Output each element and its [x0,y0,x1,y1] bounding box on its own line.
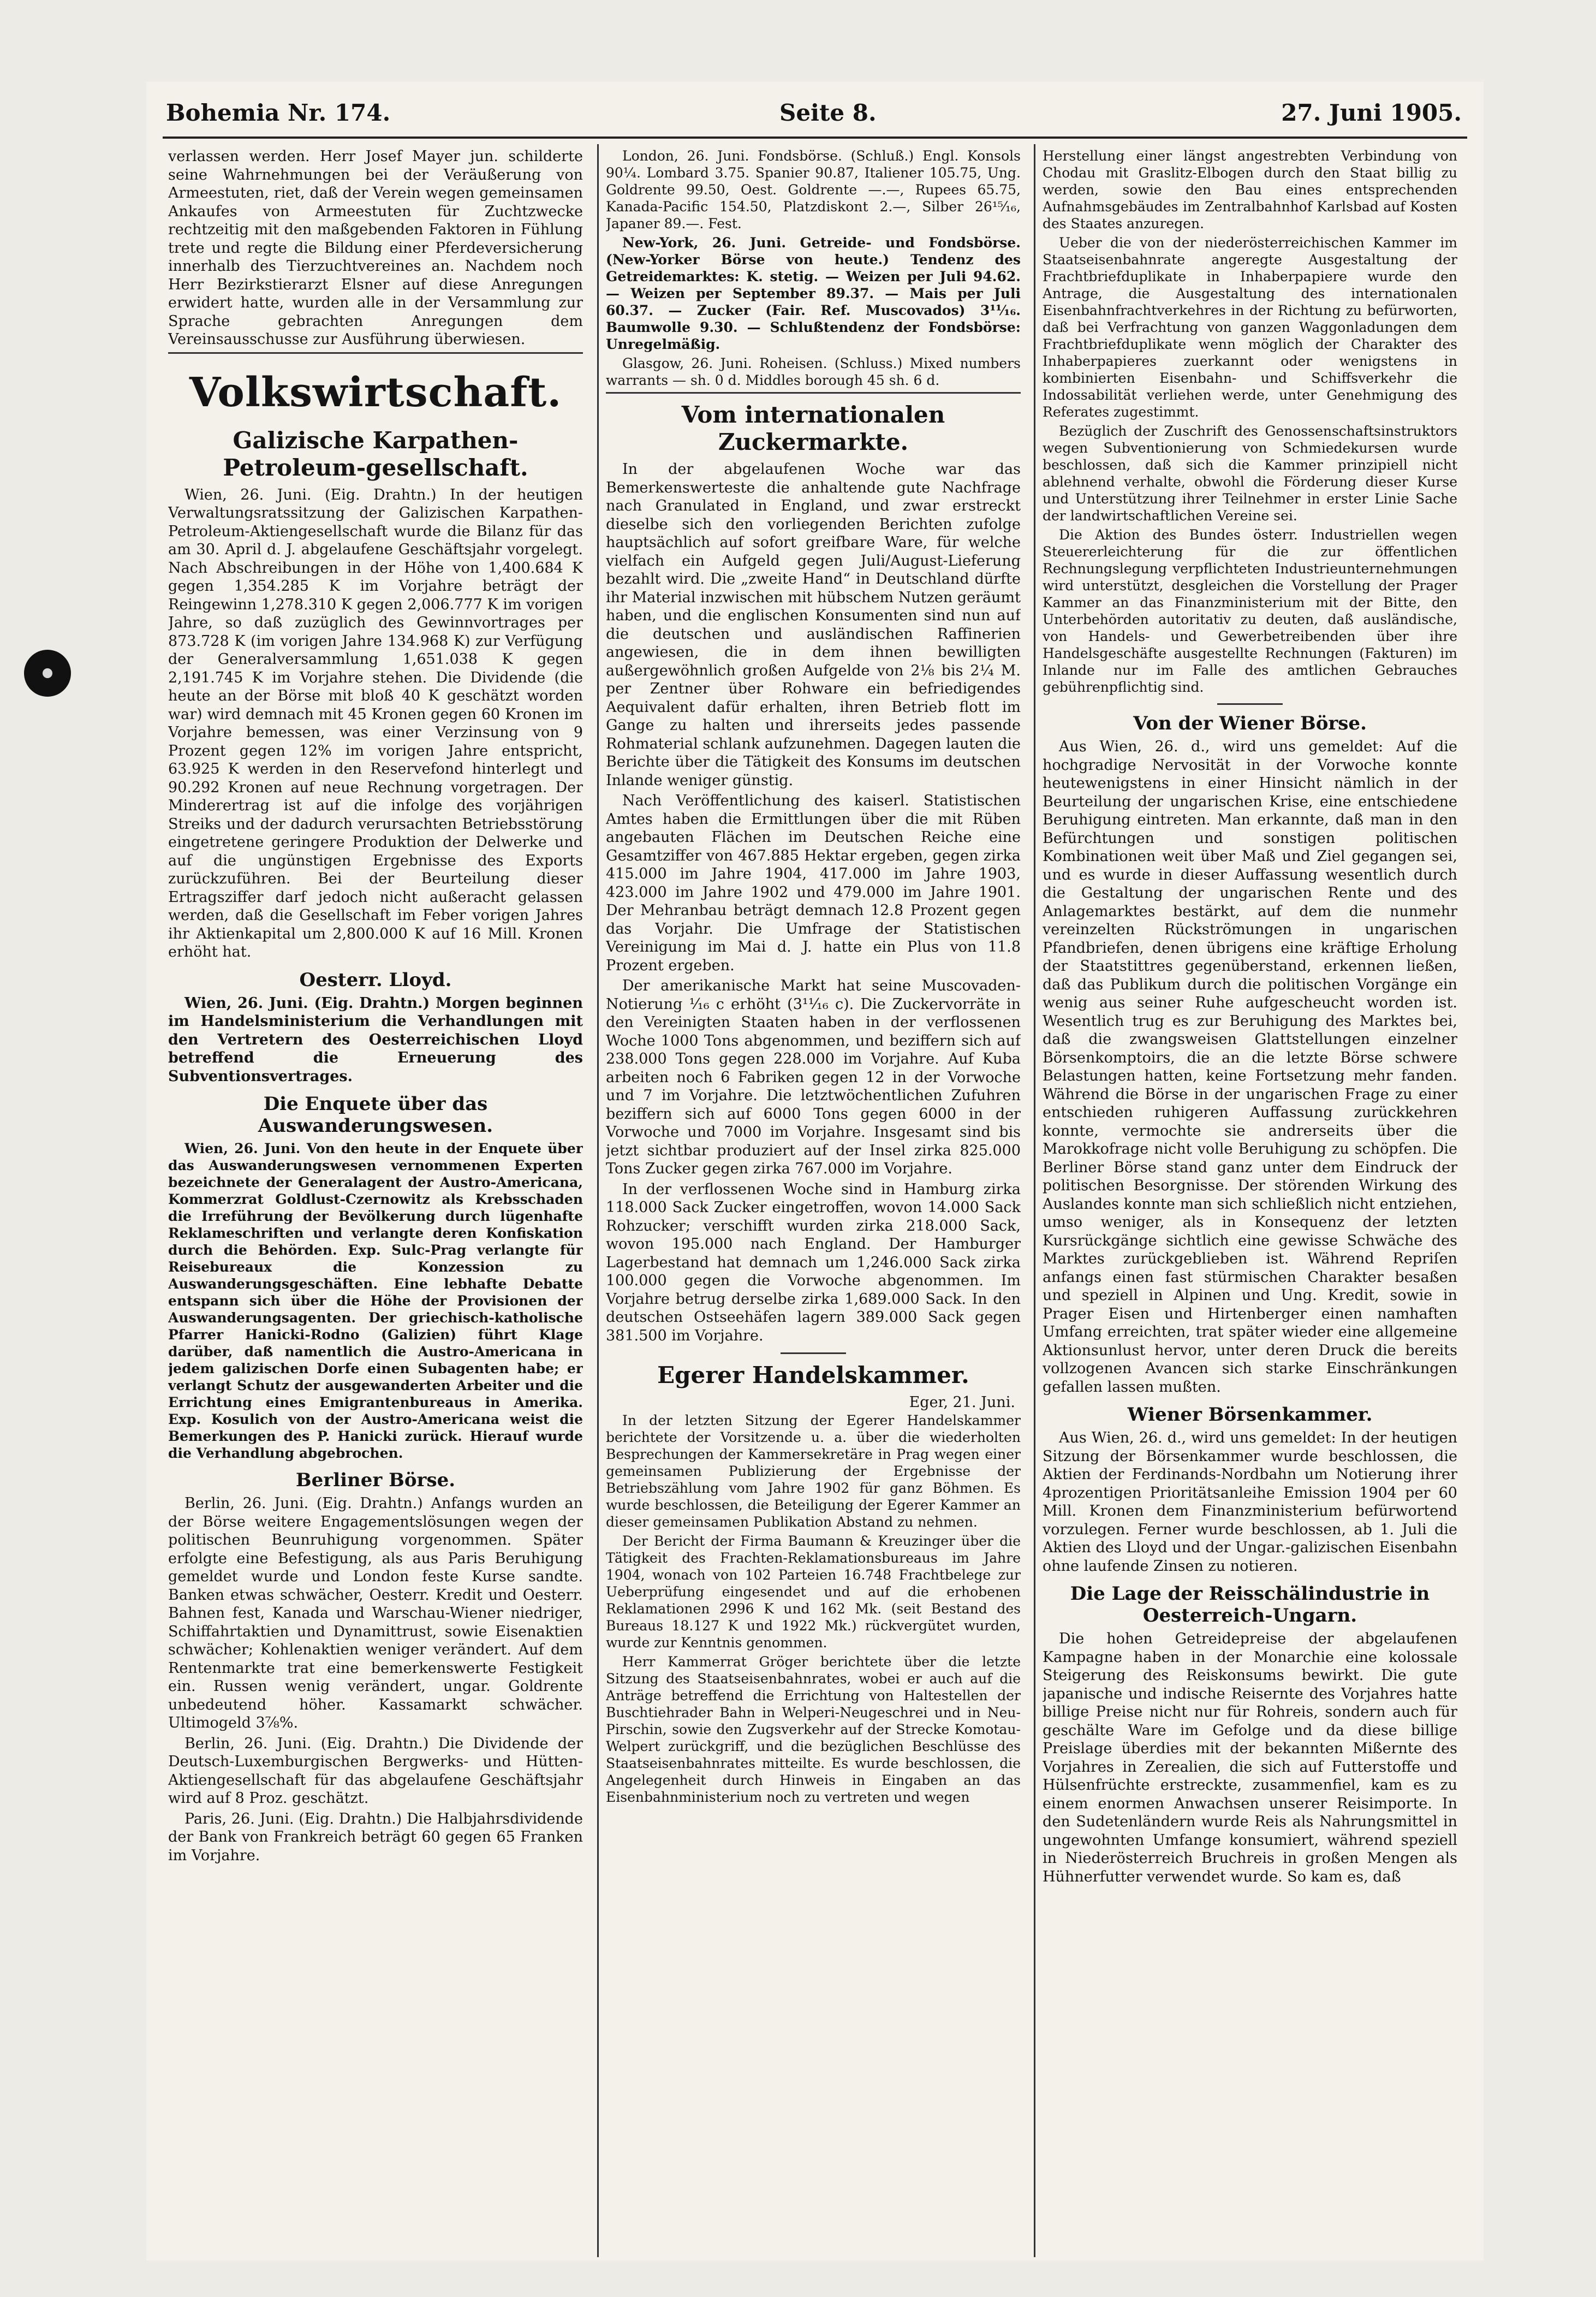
page-header [146,94,1484,132]
zucker-paragraph-3: Der amerikanische Markt hat seine Muscovaden-Notierung ¹⁄₁₆ c erhöht (3¹¹⁄₁₆ c). Die Zuckervorräte in den Vereinigten Staaten haben in der verflossenen Woche 1000 Tons abgenommen, und beziffern sich auf 238.000 Tons gegen 228.000 im Vorjahre. Auf Kuba arbeiten noch 6 Fabriken gegen 12 in der Vorwoche und 7 im Vorjahre. Die letztwöchentlichen Zufuhren beziffern sich auf 6000 Tons gegen 6000 in der Vorwoche und 7000 im Vorjahre. Insgesamt sind bis jetzt sichtbar produziert auf der Insel zirka 825.000 Tons Zucker gegen zirka 767.000 im Vorjahre. [606,977,1021,1177]
short-rule [1217,703,1283,705]
col3-paragraph-3: Bezüglich der Zuschrift des Genossenschaftsinstruktors wegen Subventionierung von Schmiedekursen wurde beschlossen, daß sich die Kammer prinzipiell nicht ablehnend verhalte, obwohl die Förderung dieser Kurse und Unterstützung ihrer Teilnehmer in erster Linie Sache der landwirtschaftlichen Vereine sei. [1043,423,1457,524]
newyork-report: New-York, 26. Juni. Getreide- und Fondsbörse. (New-Yorker Börse von heute.) Tendenz des Getreidemarktes: K. stetig. — Weizen per Juli 94.62. — Weizen per September 89.37. — Mais per Juli 60.37. — Zucker (Fair. Ref. Muscovados) 3¹¹⁄₁₆. Baumwolle 9.30. — Schlußtendenz der Fondsbörse: Unregelmäßig. [606,235,1021,352]
header-left: Bohemia Nr. 174. [166,99,391,126]
intro-paragraph: verlassen werden. Herr Josef Mayer jun. schilderte seine Wahrnehmungen bei der Veräußerung von Armeestuten, riet, daß der Verein wegen gemeinsamen Ankaufes von Armeestuten für Zuchtzwecke rechtzeitig mit den maßgebenden Faktoren in Fühlung trete und regte die Bildung einer Pferdeversicherung innerhalb des Tierzuchtvereines an. Nachdem noch Herr Bezirkstierarzt Elsner auf diese Anregungen erwidert hatte, wurden alle in der Versammlung zur Sprache gebrachten Anregungen dem Vereinsausschusse zur Ausführung überwiesen. [168,148,583,348]
column-3 [1043,147,1457,2255]
article-text-lloyd: Wien, 26. Juni. (Eig. Drahtn.) Morgen beginnen im Handelsministerium die Verhandlungen mit den Vertretern des Oesterreichischen Lloyd betreffend die Erneuerung des Subventionsvertrages. [168,994,583,1085]
article-title-enquete: Die Enquete über das Auswanderungswesen. [258,1093,493,1137]
eger-paragraph-1: In der letzten Sitzung der Egerer Handelskammer berichtete der Vorsitzende u. a. über die wiederholten Besprechungen der Kammersekretäre in Prag wegen einer gemeinsamen Publizierung der Ergebnisse der Betriebszählung vom Jahre 1902 für ganz Böhmen. Es wurde beschlossen, die Beteiligung der Egerer Kammer an dieser gemeinsamen Publikation Abstand zu nehmen. [606,1412,1021,1530]
column-1 [168,147,583,2255]
article-title-lloyd: Oesterr. Lloyd. [299,969,452,991]
article-title-reisschaelindustrie: Die Lage der Reisschälindustrie in Oesterreich-Ungarn. [1070,1583,1430,1627]
eger-paragraph-2: Der Bericht der Firma Baumann & Kreuzinger über die Tätigkeit des Frachten-Reklamationsbureaus im Jahre 1904, wonach von 102 Parteien 16.748 Frachtbelege zur Ueberprüfung eingesendet und auf die erhobenen Reklamationen 2996 K und 162 Mk. (seit Bestand des Bureaus 18.127 K und 1922 Mk.) rückvergütet wurden, wurde zur Kenntnis genommen. [606,1533,1021,1651]
col3-paragraph-4: Die Aktion des Bundes österr. Industriellen wegen Steuererleichterung für die zur öffentlichen Rechnungslegung verpflichteten Industrieunternehmungen wird unterstützt, desgleichen die Vorstellung der Prager Kammer an das Finanzministerium mit der Bitte, den Unterbehörden autoritativ zu deuten, daß ausländische, von Handels- und Gewerbetreibenden über ihre Handelsgeschäfte ausgestellte Rechnungen (Fakturen) im Inlande nur im Falle des amtlichen Gebrauches gebührenpflichtig sind. [1043,527,1457,695]
header-rule [163,136,1467,139]
divider-rule [606,392,1021,394]
article-title-wiener-boerse: Von der Wiener Börse. [1133,713,1367,734]
glasgow-report: Glasgow, 26. Juni. Roheisen. (Schluss.) Mixed numbers warrants — sh. 0 d. Middles borough 45 sh. 6 d. [606,355,1021,388]
zucker-paragraph-4: In der verflossenen Woche sind in Hamburg zirka 118.000 Sack Zucker eingetroffen, wovon 14.000 Sack Rohzucker; verschifft wurden zirka 218.000 Sack, wovon 195.000 nach England. Der Hamburger Lagerbestand hat demnach um 1,246.000 Sack zirka 100.000 gegen die Vorwoche abgenommen. Im Vorjahre betrug derselbe zirka 1,689.000 Sack. In den deutschen Ostseehäfen lagern 389.000 Sack gegen 381.500 im Vorjahre. [606,1180,1021,1344]
column-2 [606,147,1021,2255]
newspaper-page [146,82,1484,2260]
london-report: London, 26. Juni. Fondsbörse. (Schluß.) Engl. Konsols 90¼. Lombard 3.75. Spanier 90.87, Italiener 105.75, Ung. Goldrente 99.50, Oest. Goldrente —.—, Rupees 65.75, Kanada-Pacific 154.50, Platzdiskont 2.—, Silber 26¹⁵⁄₁₆, Japaner 89.—. Fest. [606,148,1021,232]
article-text-enquete: Wien, 26. Juni. Von den heute in der Enquete über das Auswanderungswesen vernommenen Experten bezeichnete der Generalagent der Austro-Americana, Kommerzrat Goldlust-Czernowitz als Krebsschaden die Irreführung der Bevölkerung durch lügenhafte Reklameschriften und verlangte deren Konfiskation durch die Behörden. Exp. Sulc-Prag verlangte für Reisebureaux die Konzession zu Auswanderungsgeschäften. Eine lebhafte Debatte entspann sich über die Höhe der Provisionen der Auswanderungsagenten. Der griechisch-katholische Pfarrer Hanicki-Rodno (Galizien) führt Klage darüber, daß namentlich die Austro-Americana in jedem galizischen Dorfe einen Subagenten habe; er verlangt Schutz der ausgewanderten Arbeiter und die Errichtung eines Emigrantenbureaus in Amerika. Exp. Kosulich von der Austro-Americana weist die Bemerkungen des P. Hanicki zurück. Hierauf wurde die Verhandlung abgebrochen. [168,1141,583,1461]
zucker-paragraph-2: Nach Veröffentlichung des kaiserl. Statistischen Amtes haben die Ermittlungen über die mit Rüben angebauten Flächen im Deutschen Reiche eine Gesamtziffer von 467.885 Hektar ergeben, gegen zirka 415.000 im Jahre 1904, 417.000 im Jahre 1903, 423.000 im Jahre 1902 und 479.000 im Jahre 1901. Der Mehranbau beträgt demnach 12.8 Prozent gegen das Vorjahr. Die Umfrage der Statistischen Vereinigung im Mai d. J. hatte ein Plus von 11.8 Prozent ergeben. [606,792,1021,974]
punch-hole [24,650,71,697]
column-divider-1 [597,144,599,2257]
boersenkammer-text: Aus Wien, 26. d., wird uns gemeldet: In der heutigen Sitzung der Börsenkammer wurde beschlossen, die Aktien der Ferdinands-Nordbahn um Notierung ihrer 4prozentigen Prioritätsanleihe Emission 1904 per 60 Mill. Kronen dem Finanzministerium befürwortend vorzulegen. Ferner wurde beschlossen, ab 1. Juli die Aktien des Lloyd und der Ungar.-galizischen Eisenbahn ohne laufende Zinsen zu notieren. [1043,1429,1457,1575]
article-title-handelskammer: Egerer Handelskammer. [657,1362,969,1388]
col3-paragraph-1: Herstellung einer längst angestrebten Verbindung von Chodau mit Graslitz-Elbogen durch den Staat billig zu werden, sowie den Bau eines entsprechenden Aufnahmsgebäudes im Zentralbahnhof Karlsbad auf Kosten des Staates anzuregen. [1043,148,1457,232]
column-divider-2 [1034,144,1035,2257]
header-right: 27. Juni 1905. [1281,99,1462,126]
header-center: Seite 8. [779,99,877,126]
eger-paragraph-3: Herr Kammerrat Gröger berichtete über die letzte Sitzung des Staatseisenbahnrates, wobei er auch auf die Anträge betreffend die Errichtung von Haltestellen der Buschtiehrader Bahn in Welperi-Neugeschrei und in Neu-Pirschin, sowie den Zugsverkehr auf der Strecke Komotau-Welpert zurückgriff, und die bezüglichen Beschlüsse des Staatseisenbahnrates mitteilte. Es wurde beschlossen, die Angelegenheit durch Hinweis in Eingaben an das Eisenbahnministerium noch zu vertreten und wegen [606,1653,1021,1805]
article-title-petroleum: Galizische Karpathen-Petroleum-gesellschaft. [223,426,528,481]
reisschaelindustrie-text: Die hohen Getreidepreise der abgelaufenen Kampagne haben in der Monarchie eine kolossale Steigerung des Reiskonsums bewirkt. Die gute japanische und indische Reisernte des Vorjahres hatte billige Preise nicht nur für Rohreis, sondern auch für geschälte Ware im Gefolge und da diese billige Preislage überdies mit der bekannten Mißernte des Vorjahres in Zerealien, die sich auf Futterstoffe und Hülsenfrüchte erstreckte, zusammenfiel, kam es zu einem enormen Anwachsen unserer Reisimporte. In den Sudetenländern wurde Reis als Nahrungsmittel in ungewohnten Umfange konsumiert, während speziell in Niederösterreich Bruchreis in großen Mengen als Hühnerfutter verwendet wurde. So kam es, daß [1043,1630,1457,1885]
article-title-zuckermarkt: Vom internationalen Zuckermarkte. [681,401,945,455]
eger-dateline: Eger, 21. Juni. [909,1394,1015,1411]
wiener-boerse-text: Aus Wien, 26. d., wird uns gemeldet: Auf die hochgradige Nervosität in der Vorwoche konnte heutewenigstens in einer Hinsicht nämlich in der Beurteilung der ungarischen Krise, eine entschiedene Beruhigung eintreten. Man erkannte, daß man in den Befürchtungen und sonstigen politischen Kombinationen weit über Maß und Ziel gegangen sei, und es wurde in dieser Auffassung wesentlich durch die Gestaltung der ungarischen Rente und des Anlagemarktes bestärkt, auf dem die nunmehr vereinzelten Rückströmungen in ungarischen Pfandbriefen, denen übrigens eine kräftige Erholung der Staatstittres gegenüberstand, erkennen ließen, daß das Publikum durch die politischen Vorgänge ein wenig aus seiner Ruhe aufgescheucht worden ist. Wesentlich trug es zur Beruhigung des Marktes bei, daß die zwangsweisen Glattstellungen einzelner Börsenkomptoirs, die an die letzte Börse schwere Belastungen hatten, keine Fortsetzung mehr fanden. Während die Börse in der ungarischen Frage zu einer entschieden ruhigeren Auffassung zurückkehren konnte, vermochte sie andrerseits über die Marokkofrage nicht volle Beruhigung zu schöpfen. Die Berliner Börse stand ganz unter dem Eindruck der politischen Besorgnisse. Der störenden Wirkung des Auslandes konnte man sich schließlich nicht entziehen, umso weniger, als in Konsequenz der letzten Kursrückgänge sichtlich eine gewisse Schwäche des Marktes zurückgeblieben ist. Während Repriſen anfangs einen fast stürmischen Charakter besaßen und speziell in Alpinen und Ung. Kredit, sowie in Prager Eisen und Hirtenberger einen namhaften Umfang erreichten, trat später wieder eine allgemeine Aktionsunlust hervor, unter deren Druck die bereits vollzogenen Avancen sich starke Einschränkungen gefallen lassen mußten. [1043,738,1457,1396]
col3-paragraph-2: Ueber die von der niederösterreichischen Kammer im Staatseisenbahnrate angeregte Ausgestaltung der Frachtbriefduplikate in Inhaberpapiere wurde den Antrage, die Ausgestaltung des internationalen Eisenbahnfrachtverkehres in der Richtung zu befürworten, daß bei Verfrachtung von ganzen Waggonladungen dem Frachtbriefduplikate wenn möglich der Charakter des Inhaberpapieres zuerkannt oder wenigstens in kombinierten Eisenbahn- und Schiffsverkehr die Indossabilität verliehen werde, unter Genehmigung des Referates zugestimmt. [1043,235,1457,420]
short-rule [781,1352,846,1354]
article-title-berliner-boerse: Berliner Börse. [295,1469,456,1491]
article-text-berliner-boerse: Berlin, 26. Juni. (Eig. Drahtn.) Anfangs wurden an der Börse weitere Engagementslösungen wegen der politischen Beunruhigung vorgenommen. Später erfolgte eine Befestigung, als aus Paris Beruhigung gemeldet wurde und London feste Kurse sandte. Banken etwas schwächer, Oesterr. Kredit und Oesterr. Bahnen fest, Kanada und Warschau-Wiener niedriger, Schiffahrtaktien und Dynamittrust, sowie Eisenaktien schwächer; Kohlenaktien weniger verändert. Auf dem Rentenmarkte trat eine bemerkenswerte Festigkeit ein. Russen wenig verändert, ungar. Goldrente unbedeutend höher. Kassamarkt schwächer. Ultimogeld 3⅞%. [168,1495,583,1731]
section-title: Volkswirtschaft. [189,369,562,416]
zucker-paragraph-1: In der abgelaufenen Woche war das Bemerkenswerteste die anhaltende gute Nachfrage nach Granulated in England, und zwar erstreckt dieselbe sich den vorliegenden Berichten zufolge hauptsächlich auf sofort greifbare Ware, für welche vielfach ein Aufgeld gegen Juli/August-Lieferung bezahlt wird. Die „zweite Hand“ in Deutschland dürfte ihr Material inzwischen mit hübschem Nutzen geräumt haben, und die englischen Konsumenten sind nun auf die deutschen und ausländischen Raffinerien angewiesen, die in dem ihnen bewilligten außergewöhnlich großen Aufgelde von 2⅛ bis 2¼ M. per Zentner über Rohware ein befriedigendes Aequivalent dafür erhalten, ihren Betrieb flott im Gange zu halten und ihrerseits jedes passende Rohmaterial schlank aufzunehmen. Dagegen lauten die Berichte über die Tätigkeit des Konsums im deutschen Inlande weniger günstig. [606,461,1021,789]
article-text-berlin-dividende: Berlin, 26. Juni. (Eig. Drahtn.) Die Dividende der Deutsch-Luxemburgischen Bergwerks- und Hütten-Aktiengesellschaft für das abgelaufene Geschäftsjahr wird auf 8 Proz. geschätzt. [168,1735,583,1807]
article-title-boersenkammer: Wiener Börsenkammer. [1127,1404,1373,1426]
article-text-petroleum: Wien, 26. Juni. (Eig. Drahtn.) In der heutigen Verwaltungsratssitzung der Galizischen Karpathen-Petroleum-Aktiengesellschaft wurde die Bilanz für das am 30. April d. J. abgelaufene Geschäftsjahr vorgelegt. Nach Abschreibungen in der Höhe von 1,400.684 K gegen 1,354.285 K im Vorjahre beträgt der Reingewinn 1,278.310 K gegen 2,006.777 K im vorigen Jahre, so daß zuzüglich des Gewinnvortrages per 873.728 K (im vorigen Jahre 134.968 K) zur Verfügung der Generalversammlung 1,651.038 K gegen 2,191.745 K im Vorjahre stehen. Die Dividende (die heute an der Börse mit bloß 40 K geschätzt worden war) wird demnach mit 45 Kronen gegen 60 Kronen im Vorjahre bemessen, was einer Verzinsung von 9 Prozent gegen 12% im vorigen Jahre entspricht, 63.925 K werden in den Reservefond hinterlegt und 90.292 Kronen auf neue Rechnung vorgetragen. Der Minderertrag ist auf die infolge des vorjährigen Streiks und der dadurch verursachten Betriebsstörung eingetretene geringere Produktion der Delwerke und auf die ungünstigen Ergebnisse des Exports zurückzuführen. Bei der Beurteilung dieser Ertragsziffer darf jedoch nicht außeracht gelassen werden, daß die Gesellschaft im Feber vorigen Jahres ihr Aktienkapital um 2,800.000 K auf 16 Mill. Kronen erhöht hat. [168,486,583,960]
section-rule [168,352,583,354]
article-text-paris: Paris, 26. Juni. (Eig. Drahtn.) Die Halbjahrsdividende der Bank von Frankreich beträgt 60 gegen 65 Franken im Vorjahre. [168,1810,583,1864]
